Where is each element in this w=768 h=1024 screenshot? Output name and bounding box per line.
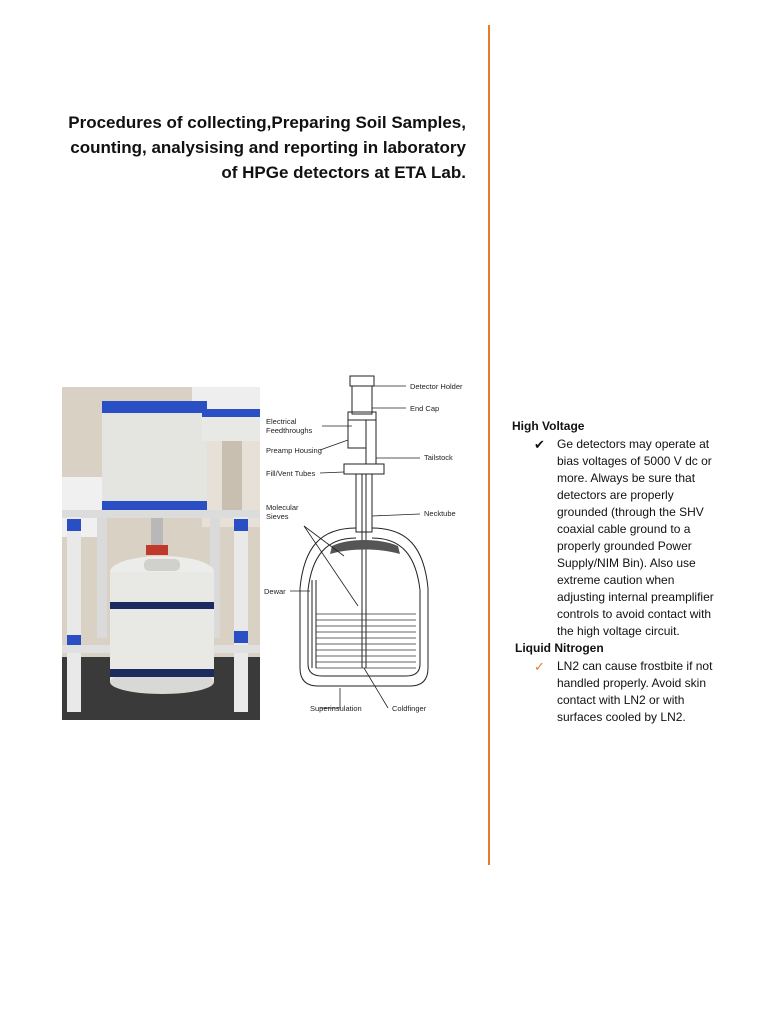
hv-line: grounded (through the SHV — [557, 505, 704, 519]
label-end-cap: End Cap — [410, 404, 440, 413]
label-electrical-1: Electrical — [266, 417, 297, 426]
label-fill-vent-tubes: Fill/Vent Tubes — [266, 469, 316, 478]
ln2-line: handled properly. Avoid skin — [557, 676, 706, 690]
title-line-2: counting, analysising and reporting in laboratory — [70, 138, 466, 157]
high-voltage-bullet — [512, 436, 742, 640]
hv-line: coaxial cable ground to a — [557, 522, 691, 536]
vertical-divider — [488, 25, 490, 865]
hv-line: detectors are properly — [557, 488, 674, 502]
label-necktube: Necktube — [424, 509, 456, 518]
label-coldfinger: Coldfinger — [392, 704, 427, 713]
label-superinsulation: Superinsulation — [310, 704, 362, 713]
label-detector-holder: Detector Holder — [410, 382, 463, 391]
ln2-line: surfaces cooled by LN2. — [557, 710, 686, 724]
check-icon: ✓ — [534, 659, 545, 674]
hv-line: adjusting internal preamplifier — [557, 590, 714, 604]
label-electrical-2: Feedthroughs — [266, 426, 313, 435]
hv-line: controls to avoid contact with — [557, 607, 712, 621]
label-tailstock: Tailstock — [424, 453, 453, 462]
hv-line: Ge detectors may operate at — [557, 437, 710, 451]
hv-line: extreme caution when — [557, 573, 675, 587]
liquid-nitrogen-bullet — [512, 658, 742, 726]
label-molecular-1: Molecular — [266, 503, 299, 512]
check-icon: ✔ — [534, 437, 545, 452]
safety-notes — [512, 418, 742, 726]
ln2-line: LN2 can cause frostbite if not — [557, 659, 713, 673]
label-molecular-2: Sieves — [266, 512, 289, 521]
liquid-nitrogen-text — [557, 658, 732, 726]
label-preamp-housing: Preamp Housing — [266, 446, 322, 455]
high-voltage-heading: High Voltage — [512, 419, 585, 433]
hv-line: properly grounded Power — [557, 539, 692, 553]
hv-line: Supply/NIM Bin). Also use — [557, 556, 696, 570]
hv-line: the high voltage circuit. — [557, 624, 680, 638]
ln2-line: contact with LN2 or with — [557, 693, 685, 707]
detector-photo — [62, 387, 260, 720]
document-title — [40, 110, 466, 185]
liquid-nitrogen-heading: Liquid Nitrogen — [515, 641, 604, 655]
hv-line: more. Always be sure that — [557, 471, 696, 485]
title-line-3: of HPGe detectors at ETA Lab. — [221, 163, 466, 182]
high-voltage-text — [557, 436, 732, 640]
detector-schematic-diagram — [260, 368, 466, 720]
title-line-1: Procedures of collecting,Preparing Soil Samples, — [68, 113, 466, 132]
label-dewar: Dewar — [264, 587, 286, 596]
hv-line: bias voltages of 5000 V dc or — [557, 454, 712, 468]
